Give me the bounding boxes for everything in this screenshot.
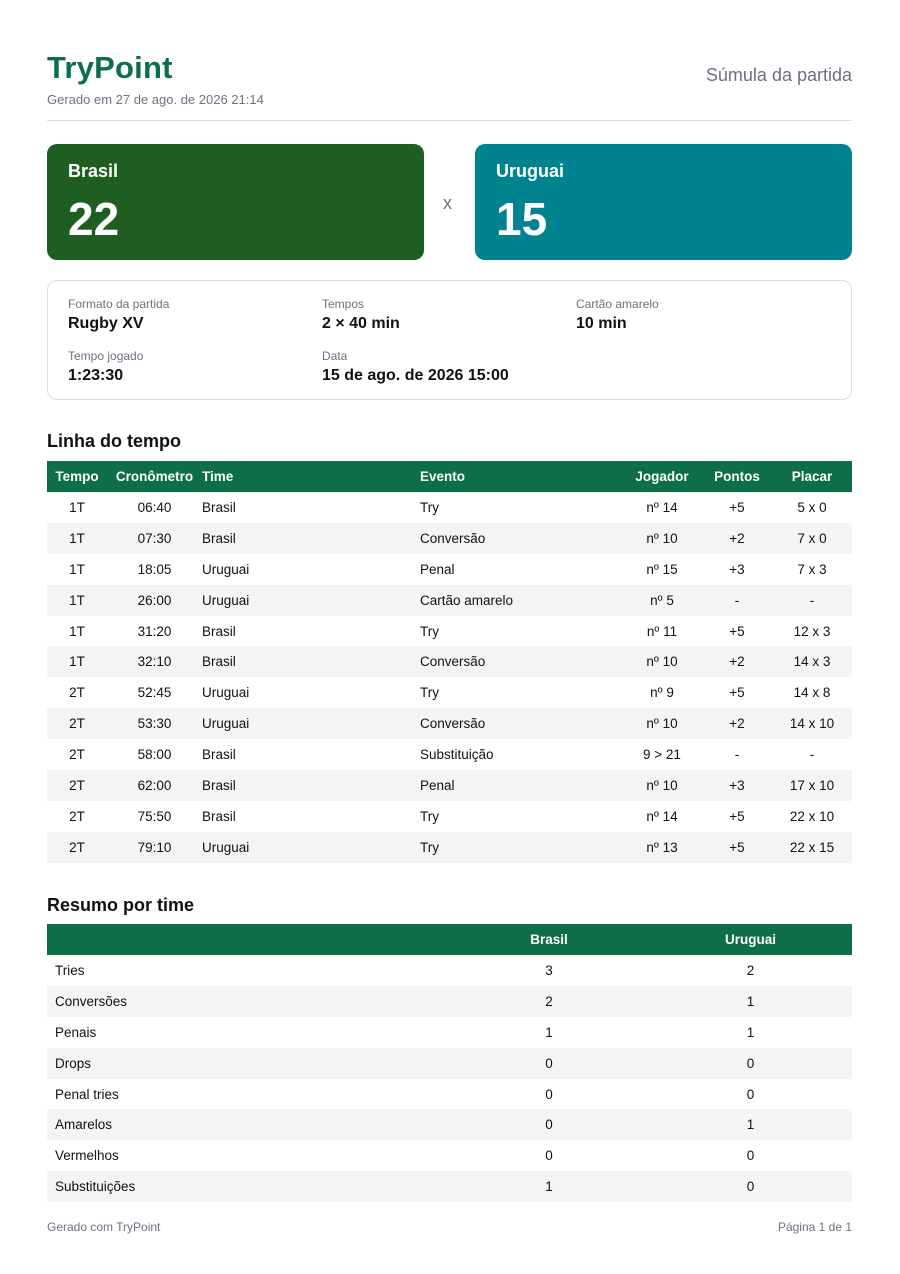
event-player: nº 14 xyxy=(646,499,678,515)
event-type: Try xyxy=(420,623,439,639)
event-score: 14 x 8 xyxy=(793,685,831,701)
event-points: - xyxy=(734,747,740,763)
event-player: nº 13 xyxy=(646,839,678,855)
home-team-score: 22 xyxy=(68,193,120,245)
event-team: Brasil xyxy=(202,777,236,793)
summary-row xyxy=(47,955,852,986)
event-score: - xyxy=(809,747,815,763)
event-score: 22 x 10 xyxy=(789,808,835,824)
summary-table xyxy=(47,924,852,1202)
event-points: +3 xyxy=(729,777,745,793)
timeline-table xyxy=(47,461,852,863)
timeline-col-player: Jogador xyxy=(635,469,689,484)
timeline-col-score: Placar xyxy=(791,469,833,484)
info-played-value: 1:23:30 xyxy=(68,367,124,384)
event-player: nº 11 xyxy=(646,623,678,639)
event-player: nº 10 xyxy=(646,777,678,793)
summary-away-value: 0 xyxy=(746,1055,755,1071)
event-type: Try xyxy=(420,808,439,824)
home-team-card xyxy=(47,144,424,260)
info-date-label: Data xyxy=(322,349,348,363)
event-player: nº 15 xyxy=(646,561,678,577)
timeline-col-points: Pontos xyxy=(714,469,760,484)
event-team: Uruguai xyxy=(202,592,250,608)
event-team: Uruguai xyxy=(202,561,250,577)
timeline-row xyxy=(47,677,852,708)
event-score: - xyxy=(809,592,815,608)
event-clock: 31:20 xyxy=(137,623,172,639)
event-score: 14 x 3 xyxy=(793,654,831,670)
scoresheet-page xyxy=(47,0,852,1195)
summary-away-value: 0 xyxy=(746,1086,755,1102)
summary-away-value: 0 xyxy=(746,1179,755,1195)
summary-row xyxy=(47,1079,852,1110)
timeline-row xyxy=(47,616,852,647)
event-points: +2 xyxy=(729,654,745,670)
event-type: Try xyxy=(420,499,439,515)
event-player: nº 10 xyxy=(646,530,678,546)
event-team: Brasil xyxy=(202,808,236,824)
summary-away-value: 1 xyxy=(746,993,755,1009)
summary-home-value: 1 xyxy=(545,1024,553,1040)
home-team-name: Brasil xyxy=(68,161,119,181)
info-periods-label: Tempos xyxy=(322,297,365,311)
timeline-col-period: Tempo xyxy=(55,469,99,484)
brand-title: TryPoint xyxy=(47,50,173,85)
summary-col-stat xyxy=(47,924,449,955)
event-team: Brasil xyxy=(202,623,236,639)
timeline-row xyxy=(47,523,852,554)
event-period: 2T xyxy=(69,716,85,732)
scoreboard xyxy=(47,144,852,260)
summary-away-value: 1 xyxy=(746,1024,755,1040)
summary-home-value: 2 xyxy=(545,993,553,1009)
summary-home-value: 0 xyxy=(545,1086,553,1102)
event-type: Try xyxy=(420,839,439,855)
away-team-name: Uruguai xyxy=(496,161,565,181)
summary-row xyxy=(47,1171,852,1202)
event-player: nº 5 xyxy=(650,592,674,608)
info-yellow-card-label: Cartão amarelo xyxy=(576,297,659,311)
event-clock: 18:05 xyxy=(137,561,172,577)
document-title: Súmula da partida xyxy=(705,65,852,85)
timeline-row xyxy=(47,585,852,616)
info-played-label: Tempo jogado xyxy=(68,349,144,363)
info-yellow-card xyxy=(576,297,659,333)
event-type: Substituição xyxy=(420,747,494,763)
summary-stat-label: Substituições xyxy=(55,1179,136,1195)
summary-stat-label: Penais xyxy=(55,1024,97,1040)
event-period: 2T xyxy=(69,747,85,763)
info-format-label: Formato da partida xyxy=(68,297,170,311)
timeline-row xyxy=(47,492,852,523)
summary-header-row xyxy=(47,924,852,955)
summary-home-value: 0 xyxy=(545,1117,553,1133)
summary-col-away: Uruguai xyxy=(724,932,776,947)
summary-home-value: 3 xyxy=(545,962,553,978)
versus-label: x xyxy=(443,193,452,213)
event-clock: 26:00 xyxy=(137,592,172,608)
info-periods-value: 2 × 40 min xyxy=(322,315,400,332)
event-score: 7 x 0 xyxy=(797,530,827,546)
event-clock: 32:10 xyxy=(137,654,172,670)
match-info-box xyxy=(47,280,852,400)
event-clock: 58:00 xyxy=(137,747,172,763)
event-type: Conversão xyxy=(420,530,486,546)
event-points: - xyxy=(734,592,740,608)
event-clock: 75:50 xyxy=(137,808,172,824)
footer-page-number: Página 1 de 1 xyxy=(777,1220,852,1234)
summary-col-home: Brasil xyxy=(530,932,568,947)
summary-stat-label: Tries xyxy=(55,962,85,978)
event-period: 2T xyxy=(69,777,85,793)
event-type: Try xyxy=(420,685,439,701)
summary-away-value: 0 xyxy=(746,1148,755,1164)
event-points: +5 xyxy=(729,808,745,824)
event-team: Uruguai xyxy=(202,685,250,701)
event-score: 22 x 15 xyxy=(789,839,835,855)
timeline-row xyxy=(47,554,852,585)
summary-row xyxy=(47,1017,852,1048)
timeline-col-event: Evento xyxy=(420,469,466,484)
summary-row xyxy=(47,1048,852,1079)
event-clock: 53:30 xyxy=(137,716,172,732)
event-clock: 07:30 xyxy=(137,530,172,546)
event-clock: 62:00 xyxy=(137,777,172,793)
page-header xyxy=(47,0,852,121)
info-played xyxy=(68,349,143,385)
timeline-row xyxy=(47,708,852,739)
info-date xyxy=(322,349,509,385)
summary-away-value: 1 xyxy=(746,1117,755,1133)
event-type: Penal xyxy=(420,561,455,577)
event-points: +5 xyxy=(729,623,745,639)
event-points: +5 xyxy=(729,499,745,515)
summary-row xyxy=(47,1140,852,1171)
event-period: 1T xyxy=(69,623,85,639)
info-format-value: Rugby XV xyxy=(68,315,144,332)
summary-home-value: 0 xyxy=(545,1148,553,1164)
event-period: 2T xyxy=(69,685,85,701)
event-clock: 06:40 xyxy=(137,499,172,515)
summary-stat-label: Amarelos xyxy=(55,1117,113,1133)
timeline-row xyxy=(47,832,852,863)
summary-home-value: 1 xyxy=(545,1179,553,1195)
summary-away-value: 2 xyxy=(746,962,755,978)
summary-row xyxy=(47,986,852,1017)
event-points: +2 xyxy=(729,530,745,546)
event-score: 14 x 10 xyxy=(789,716,835,732)
summary-stat-label: Conversões xyxy=(55,993,128,1009)
event-period: 1T xyxy=(69,592,85,608)
event-period: 1T xyxy=(69,654,85,670)
info-format xyxy=(68,297,169,333)
event-player: nº 14 xyxy=(646,808,678,824)
event-clock: 79:10 xyxy=(137,839,172,855)
event-team: Brasil xyxy=(202,654,236,670)
event-type: Conversão xyxy=(420,716,486,732)
event-period: 1T xyxy=(69,499,85,515)
event-team: Brasil xyxy=(202,530,236,546)
event-team: Brasil xyxy=(202,747,236,763)
event-team: Uruguai xyxy=(202,839,250,855)
event-period: 1T xyxy=(69,530,85,546)
summary-row xyxy=(47,1109,852,1140)
event-team: Uruguai xyxy=(202,716,250,732)
timeline-row xyxy=(47,770,852,801)
info-yellow-card-value: 10 min xyxy=(576,315,627,332)
summary-home-value: 0 xyxy=(545,1055,553,1071)
timeline-title: Linha do tempo xyxy=(47,431,181,451)
event-score: 7 x 3 xyxy=(797,561,827,577)
away-team-card xyxy=(475,144,852,260)
event-player: nº 10 xyxy=(646,654,678,670)
event-score: 12 x 3 xyxy=(793,623,831,639)
event-player: 9 > 21 xyxy=(643,747,681,763)
summary-stat-label: Penal tries xyxy=(55,1086,119,1102)
event-points: +2 xyxy=(729,716,745,732)
summary-title: Resumo por time xyxy=(47,895,195,915)
event-type: Cartão amarelo xyxy=(420,592,514,608)
event-player: nº 9 xyxy=(650,685,674,701)
timeline-col-clock: Cronômetro xyxy=(115,469,194,484)
event-period: 2T xyxy=(69,808,85,824)
event-points: +3 xyxy=(729,561,745,577)
generated-timestamp: Gerado em 27 de ago. de 2026 21:14 xyxy=(47,92,264,107)
timeline-row xyxy=(47,739,852,770)
event-points: +5 xyxy=(729,839,745,855)
event-period: 2T xyxy=(69,839,85,855)
timeline-col-team: Time xyxy=(202,469,234,484)
event-score: 5 x 0 xyxy=(797,499,827,515)
timeline-header-row xyxy=(47,461,852,492)
event-team: Brasil xyxy=(202,499,236,515)
footer-generated-with: Gerado com TryPoint xyxy=(47,1220,161,1234)
summary-stat-label: Drops xyxy=(55,1055,92,1071)
timeline-row xyxy=(47,646,852,677)
event-clock: 52:45 xyxy=(137,685,172,701)
event-player: nº 10 xyxy=(646,716,678,732)
info-date-value: 15 de ago. de 2026 15:00 xyxy=(322,367,509,384)
event-score: 17 x 10 xyxy=(789,777,835,793)
event-type: Conversão xyxy=(420,654,486,670)
event-points: +5 xyxy=(729,685,745,701)
summary-stat-label: Vermelhos xyxy=(55,1148,119,1164)
event-period: 1T xyxy=(69,561,85,577)
event-type: Penal xyxy=(420,777,455,793)
timeline-row xyxy=(47,801,852,832)
away-team-score: 15 xyxy=(496,193,548,245)
info-periods xyxy=(322,297,400,333)
